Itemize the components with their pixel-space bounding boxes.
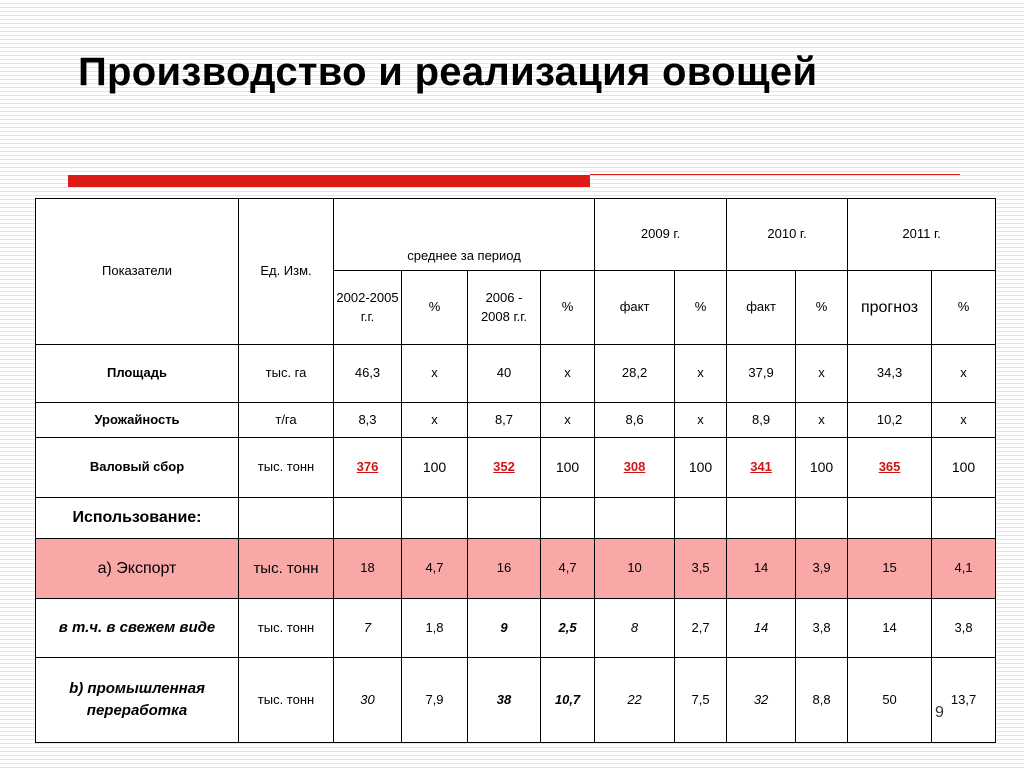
table-row [36, 658, 996, 743]
empty-cell [402, 498, 468, 539]
cell-percent: 3,5 [675, 539, 727, 599]
cell-value: 15 [848, 539, 932, 599]
table-row [36, 438, 996, 498]
cell-value-highlight: 352 [468, 438, 541, 498]
table-row [36, 403, 996, 438]
row-unit: тыс. га [239, 345, 334, 403]
header-year-2009: 2009 г. [595, 199, 727, 271]
cell-percent: 100 [402, 438, 468, 498]
cell-percent: х [402, 403, 468, 438]
header-percent: % [675, 271, 727, 345]
cell-percent: 100 [932, 438, 996, 498]
cell-value: 46,3 [334, 345, 402, 403]
header-year-2010: 2010 г. [727, 199, 848, 271]
empty-cell [468, 498, 541, 539]
cell-percent: 13,7 [932, 658, 996, 743]
cell-percent: х [675, 345, 727, 403]
cell-percent: 4,7 [541, 539, 595, 599]
cell-percent: 2,5 [541, 599, 595, 658]
cell-value: 32 [727, 658, 796, 743]
header-percent: % [402, 271, 468, 345]
header-average: среднее за период [334, 199, 595, 271]
cell-percent: 7,9 [402, 658, 468, 743]
row-unit: т/га [239, 403, 334, 438]
table-row-highlight [36, 539, 996, 599]
cell-value: 9 [468, 599, 541, 658]
cell-value: 14 [727, 599, 796, 658]
empty-cell [932, 498, 996, 539]
cell-percent: 4,7 [402, 539, 468, 599]
cell-value: 16 [468, 539, 541, 599]
cell-value: 37,9 [727, 345, 796, 403]
row-label: b) промышленная переработка [36, 658, 239, 743]
cell-value: 8,7 [468, 403, 541, 438]
row-label: Валовый сбор [36, 438, 239, 498]
table-row [36, 498, 996, 539]
cell-percent: 3,8 [932, 599, 996, 658]
header-indicators: Показатели [36, 199, 239, 345]
cell-value: 38 [468, 658, 541, 743]
cell-percent: 2,7 [675, 599, 727, 658]
cell-value-highlight: 376 [334, 438, 402, 498]
cell-value: 8 [595, 599, 675, 658]
cell-value: 14 [848, 599, 932, 658]
header-forecast: прогноз [848, 271, 932, 345]
row-label: Урожайность [36, 403, 239, 438]
cell-value-highlight: 365 [848, 438, 932, 498]
cell-value: 18 [334, 539, 402, 599]
cell-percent: 4,1 [932, 539, 996, 599]
cell-value: 30 [334, 658, 402, 743]
header-fact: факт [727, 271, 796, 345]
cell-percent: х [796, 345, 848, 403]
table-row [36, 599, 996, 658]
cell-percent: 100 [675, 438, 727, 498]
cell-percent: 100 [541, 438, 595, 498]
header-percent: % [932, 271, 996, 345]
cell-percent: х [932, 403, 996, 438]
cell-percent: х [541, 345, 595, 403]
cell-percent: х [796, 403, 848, 438]
header-percent: % [796, 271, 848, 345]
empty-cell [541, 498, 595, 539]
page-number: 9 [935, 704, 944, 721]
cell-value: 7 [334, 599, 402, 658]
row-unit: тыс. тонн [239, 438, 334, 498]
title-underline-bar [68, 175, 590, 187]
cell-value: 28,2 [595, 345, 675, 403]
header-fact: факт [595, 271, 675, 345]
cell-percent: 1,8 [402, 599, 468, 658]
row-label: а) Экспорт [36, 539, 239, 599]
empty-cell [239, 498, 334, 539]
cell-value: 40 [468, 345, 541, 403]
row-unit: тыс. тонн [239, 539, 334, 599]
cell-percent: 10,7 [541, 658, 595, 743]
header-period-2002-2005: 2002-2005 г.г. [334, 271, 402, 345]
cell-value: 8,6 [595, 403, 675, 438]
row-label: Использование: [36, 498, 239, 539]
cell-value-highlight: 308 [595, 438, 675, 498]
vegetables-table [35, 198, 996, 743]
cell-value: 10,2 [848, 403, 932, 438]
empty-cell [796, 498, 848, 539]
empty-cell [334, 498, 402, 539]
cell-percent: х [675, 403, 727, 438]
cell-percent: х [541, 403, 595, 438]
cell-percent: 3,9 [796, 539, 848, 599]
header-period-2006-2008: 2006 - 2008 г.г. [468, 271, 541, 345]
cell-value: 22 [595, 658, 675, 743]
header-year-2011: 2011 г. [848, 199, 996, 271]
cell-percent: 100 [796, 438, 848, 498]
empty-cell [595, 498, 675, 539]
row-unit: тыс. тонн [239, 658, 334, 743]
table-row [36, 345, 996, 403]
cell-value: 8,9 [727, 403, 796, 438]
title-underline-thin [590, 174, 960, 175]
cell-value: 50 [848, 658, 932, 743]
slide-title: Производство и реализация овощей [78, 50, 818, 94]
header-percent: % [541, 271, 595, 345]
row-label: в т.ч. в свежем виде [36, 599, 239, 658]
cell-percent: х [402, 345, 468, 403]
cell-value: 8,3 [334, 403, 402, 438]
cell-percent: х [932, 345, 996, 403]
header-row-1 [36, 199, 996, 271]
cell-value: 10 [595, 539, 675, 599]
row-label: Площадь [36, 345, 239, 403]
cell-value: 34,3 [848, 345, 932, 403]
empty-cell [727, 498, 796, 539]
row-unit: тыс. тонн [239, 599, 334, 658]
cell-value-highlight: 341 [727, 438, 796, 498]
cell-value: 14 [727, 539, 796, 599]
empty-cell [675, 498, 727, 539]
cell-percent: 3,8 [796, 599, 848, 658]
header-unit: Ед. Изм. [239, 199, 334, 345]
cell-percent: 8,8 [796, 658, 848, 743]
cell-percent: 7,5 [675, 658, 727, 743]
empty-cell [848, 498, 932, 539]
